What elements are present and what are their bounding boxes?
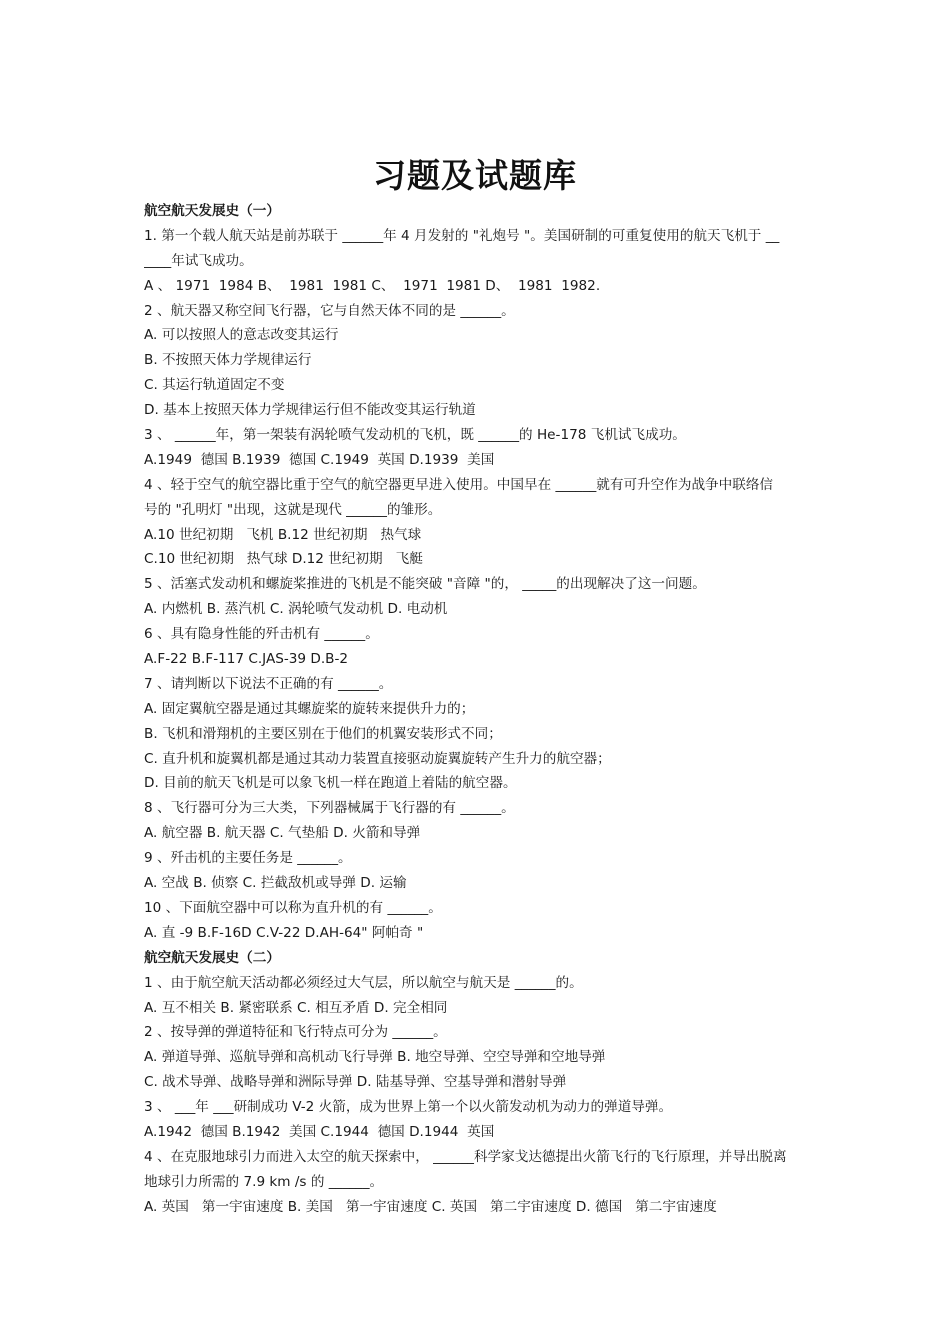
text-line: B. 飞机和滑翔机的主要区别在于他们的机翼安装形式不同； bbox=[144, 725, 502, 742]
section-heading: 航空航天发展史（二） bbox=[144, 949, 280, 966]
text-line: A. 可以按照人的意志改变其运行 bbox=[144, 327, 339, 344]
section-1-lines bbox=[144, 224, 808, 946]
text-line: 4 、在克服地球引力而进入太空的航天探索中， ______科学家戈达德提出火箭飞行的飞行原理，并导出脱离 bbox=[144, 1148, 787, 1165]
section-heading: 航空航天发展史（一） bbox=[144, 203, 280, 219]
text-line: 6 、具有隐身性能的歼击机有 ______。 bbox=[144, 626, 379, 643]
text-line: A.F-22 B.F-117 C.JAS-39 D.B-2 bbox=[144, 651, 349, 668]
text-line: C. 其运行轨道固定不变 bbox=[144, 377, 285, 394]
text-line: 4 、轻于空气的航空器比重于空气的航空器更早进入使用。中国早在 ______就有可升空作为战争中联络信 bbox=[144, 476, 774, 493]
text-line: 地球引力所需的 7.9 km /s 的 ______。 bbox=[144, 1173, 384, 1190]
text-line: C.10 世纪初期 热气球 D.12 世纪初期 飞艇 bbox=[144, 551, 423, 568]
text-line: 3 、 ______年，第一架装有涡轮喷气发动机的飞机，既 ______的 He-178 飞机试飞成功。 bbox=[144, 427, 686, 444]
text-line: 8 、飞行器可分为三大类，下列器械属于飞行器的有 ______。 bbox=[144, 800, 515, 817]
text-line: 1. 第一个载人航天站是前苏联于 ______年 4 月发射的 "礼炮号 "。美国研制的可重复使用的航天飞机于 __ bbox=[144, 227, 780, 244]
text-line: B. 不按照天体力学规律运行 bbox=[144, 352, 312, 369]
text-line: 2 、按导弹的弹道特征和飞行特点可分为 ______。 bbox=[144, 1024, 447, 1041]
text-line: A. 互不相关 B. 紧密联系 C. 相互矛盾 D. 完全相同 bbox=[144, 999, 448, 1016]
text-line: 5 、活塞式发动机和螺旋桨推进的飞机是不能突破 "音障 "的， _____的出现解决了这一问题。 bbox=[144, 576, 706, 593]
document-body bbox=[144, 199, 808, 1220]
text-line: A.1942 德国 B.1942 美国 C.1944 德国 D.1944 英国 bbox=[144, 1123, 495, 1140]
text-line: C. 战术导弹、战略导弹和洲际导弹 D. 陆基导弹、空基导弹和潜射导弹 bbox=[144, 1074, 567, 1091]
text-line: A. 英国 第一宇宙速度 B. 美国 第一宇宙速度 C. 英国 第二宇宙速度 D. 德国 第二宇宙速度 bbox=[144, 1198, 717, 1215]
text-line: A.1949 德国 B.1939 德国 C.1949 英国 D.1939 美国 bbox=[144, 451, 495, 468]
text-line: 号的 "孔明灯 "出现，这就是现代 ______的雏形。 bbox=[144, 501, 442, 518]
text-line: A. 固定翼航空器是通过其螺旋桨的旋转来提供升力的； bbox=[144, 700, 475, 717]
text-line: A. 空战 B. 侦察 C. 拦截敌机或导弹 D. 运输 bbox=[144, 875, 407, 892]
text-line: A 、 1971 1984 B、 1981 1981 C、 1971 1981 D、 1981 1982. bbox=[144, 277, 601, 294]
section-2-lines bbox=[144, 971, 808, 1220]
text-line: 1 、由于航空航天活动都必须经过大气层，所以航空与航天是 ______的。 bbox=[144, 974, 583, 991]
text-line: D. 基本上按照天体力学规律运行但不能改变其运行轨道 bbox=[144, 402, 476, 419]
text-line: C. 直升机和旋翼机都是通过其动力装置直接驱动旋翼旋转产生升力的航空器； bbox=[144, 750, 611, 767]
text-line: D. 目前的航天飞机是可以象飞机一样在跑道上着陆的航空器。 bbox=[144, 775, 517, 792]
text-line: 9 、歼击机的主要任务是 ______。 bbox=[144, 850, 352, 867]
text-line: 7 、请判断以下说法不正确的有 ______。 bbox=[144, 675, 393, 692]
text-line: A. 弹道导弹、巡航导弹和高机动飞行导弹 B. 地空导弹、空空导弹和空地导弹 bbox=[144, 1049, 606, 1066]
text-line: ____年试飞成功。 bbox=[144, 252, 253, 269]
document-title: 习题及试题库 bbox=[373, 156, 577, 195]
text-line: 3 、 ___年 ___研制成功 V-2 火箭，成为世界上第一个以火箭发动机为动力的弹道导弹。 bbox=[144, 1099, 673, 1116]
text-line: A. 直 -9 B.F-16D C.V-22 D.AH-64" 阿帕奇 " bbox=[144, 924, 424, 941]
text-line: A. 航空器 B. 航天器 C. 气垫船 D. 火箭和导弹 bbox=[144, 825, 421, 842]
text-line: A. 内燃机 B. 蒸汽机 C. 涡轮喷气发动机 D. 电动机 bbox=[144, 601, 448, 618]
text-line: 2 、航天器又称空间飞行器，它与自然天体不同的是 ______。 bbox=[144, 302, 515, 319]
text-line: A.10 世纪初期 飞机 B.12 世纪初期 热气球 bbox=[144, 526, 422, 543]
text-line: 10 、下面航空器中可以称为直升机的有 ______。 bbox=[144, 899, 442, 916]
